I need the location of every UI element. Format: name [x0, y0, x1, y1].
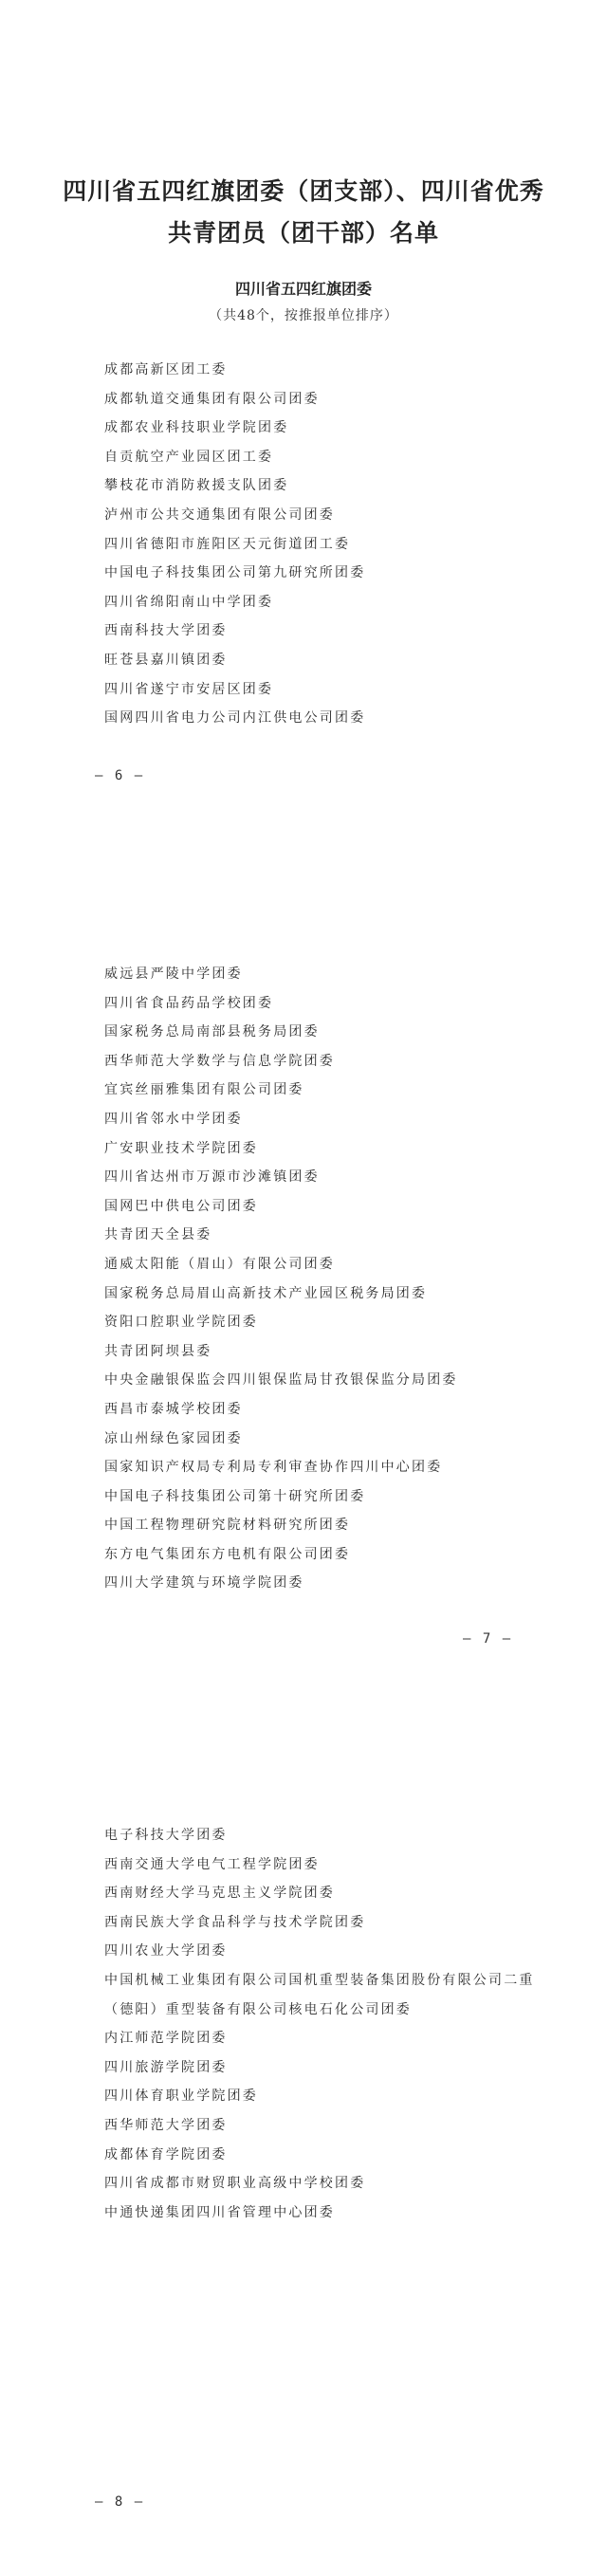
list-item: 中央金融银保监会四川银保监局甘孜银保监分局团委 — [104, 1372, 458, 1389]
list-item: 西南交通大学电气工程学院团委 — [104, 1856, 320, 1872]
list-item: 四川省食品药品学校团委 — [104, 995, 274, 1011]
list-item: 中国机械工业集团有限公司国机重型装备集团股份有限公司二重（德阳）重型装备有限公司核电石化公司团委 — [104, 1972, 535, 2017]
list-item: 宜宾丝丽雅集团有限公司团委 — [104, 1082, 304, 1098]
list-item: 泸州市公共交通集团有限公司团委 — [104, 506, 335, 523]
document-page-6 — [0, 0, 607, 858]
list-item: 广安职业技术学院团委 — [104, 1140, 258, 1156]
list-item: 电子科技大学团委 — [104, 1828, 228, 1843]
page-number: — 8 — — [95, 2494, 145, 2510]
org-list-page-8 — [104, 1821, 550, 2227]
list-item: 成都轨道交通集团有限公司团委 — [104, 391, 320, 407]
list-item: 东方电气集团东方电机有限公司团委 — [104, 1546, 351, 1562]
list-item: 四川省达州市万源市沙滩镇团委 — [104, 1169, 320, 1186]
list-item: 四川省绵阳南山中学团委 — [104, 594, 274, 610]
title-line-1: 四川省五四红旗团委（团支部）、四川省优秀 — [63, 177, 544, 205]
org-list-page-6 — [104, 356, 550, 733]
list-item: 国家知识产权局专利局专利审查协作四川中心团委 — [104, 1460, 443, 1476]
list-item: 中国电子科技集团公司第十研究所团委 — [104, 1488, 366, 1504]
list-item: 西昌市泰城学校团委 — [104, 1401, 243, 1417]
list-item: 中国电子科技集团公司第九研究所团委 — [104, 565, 366, 581]
list-item: 攀枝花市消防救援支队团委 — [104, 478, 289, 494]
list-item: 威远县严陵中学团委 — [104, 966, 243, 982]
list-item: 成都高新区团工委 — [104, 362, 228, 377]
list-item: 共青团阿坝县委 — [104, 1343, 212, 1359]
list-item: 国家税务总局眉山高新技术产业园区税务局团委 — [104, 1285, 428, 1301]
page-number: — 6 — — [95, 768, 145, 783]
document-title — [0, 171, 607, 254]
list-item: 自贡航空产业园区团工委 — [104, 449, 274, 465]
list-item: 四川旅游学院团委 — [104, 2059, 228, 2075]
list-item: 中通快递集团四川省管理中心团委 — [104, 2204, 335, 2220]
list-item: 中国工程物理研究院材料研究所团委 — [104, 1518, 351, 1534]
list-item: 西南民族大学食品科学与技术学院团委 — [104, 1914, 366, 1930]
list-item: 西南财经大学马克思主义学院团委 — [104, 1886, 335, 1902]
list-item: 成都农业科技职业学院团委 — [104, 420, 289, 436]
list-item: 西南科技大学团委 — [104, 623, 228, 639]
list-item: 共青团天全县委 — [104, 1227, 212, 1243]
list-item: 国网四川省电力公司内江供电公司团委 — [104, 710, 366, 727]
list-item: 四川省邻水中学团委 — [104, 1111, 243, 1127]
count-note: （共48个，按推报单位排序） — [209, 308, 398, 323]
section-heading: 四川省五四红旗团委 — [234, 280, 372, 298]
list-item: 四川农业大学团委 — [104, 1943, 228, 1960]
list-item: 国家税务总局南部县税务局团委 — [104, 1024, 320, 1040]
list-item: 国网巴中供电公司团委 — [104, 1198, 258, 1214]
list-item: 西华师范大学团委 — [104, 2117, 228, 2133]
page-number: — 7 — — [463, 1631, 513, 1647]
list-item: 四川省德阳市旌阳区天元街道团工委 — [104, 536, 351, 552]
list-item: 成都体育学院团委 — [104, 2146, 228, 2162]
list-item: 旺苍县嘉川镇团委 — [104, 652, 228, 668]
list-item: 四川体育职业学院团委 — [104, 2088, 258, 2105]
list-item: 通威太阳能（眉山）有限公司团委 — [104, 1256, 335, 1272]
list-item: 四川大学建筑与环境学院团委 — [104, 1575, 304, 1592]
list-item: 凉山州绿色家园团委 — [104, 1430, 243, 1446]
list-item: 内江师范学院团委 — [104, 2031, 228, 2047]
list-item: 四川省成都市财贸职业高级中学校团委 — [104, 2176, 366, 2192]
org-list-page-7 — [104, 960, 550, 1598]
title-line-2: 共青团员（团干部）名单 — [167, 219, 439, 247]
document-page-7 — [0, 858, 607, 1717]
document-page-8 — [0, 1717, 607, 2576]
list-item: 西华师范大学数学与信息学院团委 — [104, 1053, 335, 1069]
list-item: 四川省遂宁市安居区团委 — [104, 681, 274, 697]
list-item: 资阳口腔职业学院团委 — [104, 1315, 258, 1331]
